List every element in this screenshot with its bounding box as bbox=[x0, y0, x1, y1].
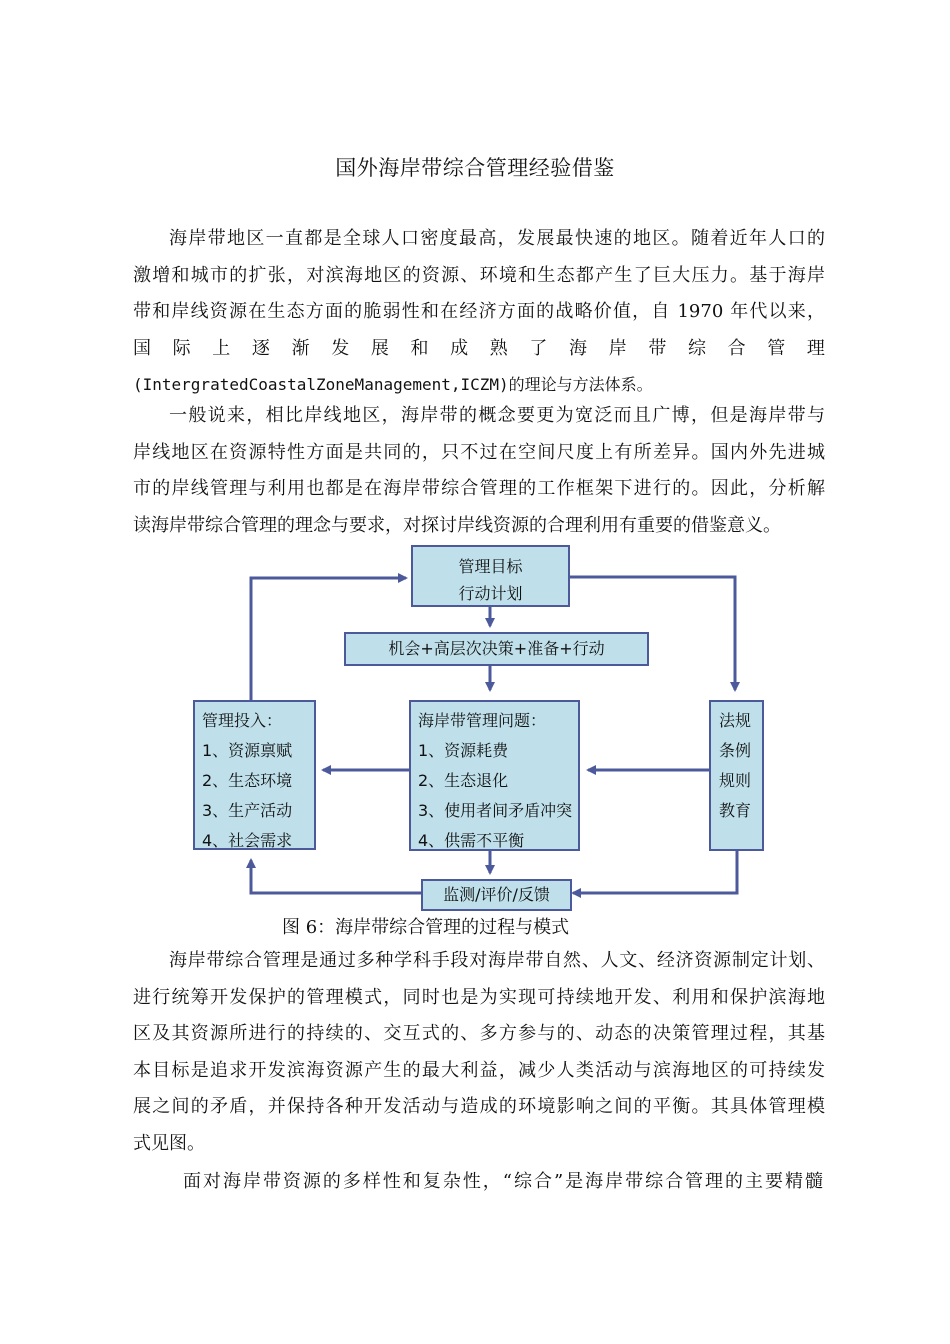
spread-char: 了 bbox=[529, 337, 548, 359]
paragraph-line: (IntergratedCoastalZoneManagement,ICZM)的理论与方法体系。 bbox=[133, 375, 653, 394]
paragraph-line: 带和岸线资源在生态方面的脆弱性和在经济方面的战略价值，自 1970 年代以来， bbox=[133, 301, 825, 322]
spread-char: 合 bbox=[727, 337, 746, 359]
paragraph-line: 面对海岸带资源的多样性和复杂性，“综合”是海岸带综合管理的主要精髓 bbox=[183, 1171, 823, 1192]
problem-box-line: 2、生态退化 bbox=[418, 771, 509, 790]
arrow-monitor-to-input bbox=[251, 860, 421, 893]
paragraph-line: 读海岸带综合管理的理念与要求，对探讨岸线资源的合理利用有重要的借鉴意义。 bbox=[133, 514, 781, 536]
spread-char: 发 bbox=[331, 337, 350, 359]
paragraph-line: 激增和城市的扩张，对滨海地区的资源、环境和生态都产生了巨大压力。基于海岸 bbox=[133, 264, 825, 286]
spread-char: 国 bbox=[133, 337, 151, 359]
paragraph-3 bbox=[133, 943, 825, 1162]
spread-char: 理 bbox=[806, 337, 825, 359]
spread-char: 成 bbox=[450, 337, 469, 359]
spread-char: 岸 bbox=[608, 337, 627, 359]
input-box-line: 管理投入： bbox=[202, 711, 283, 730]
monitor-box bbox=[421, 879, 572, 911]
paragraph-line: 市的岸线管理与利用也都是在海岸带综合管理的工作框架下进行的。因此，分析解 bbox=[133, 478, 825, 499]
input-box-line: 1、资源禀赋 bbox=[202, 741, 293, 760]
paragraph-line: 海岸带地区一直都是全球人口密度最高，发展最快速的地区。随着近年人口的 bbox=[169, 228, 825, 249]
spread-char: 熟 bbox=[489, 337, 508, 359]
spread-char: 际 bbox=[172, 337, 191, 359]
law-box bbox=[709, 700, 764, 851]
spread-char: 带 bbox=[648, 337, 667, 359]
law-box-line: 条例 bbox=[719, 741, 752, 760]
paragraph-line: 一般说来，相比岸线地区，海岸带的概念要更为宽泛而且广博，但是海岸带与 bbox=[169, 405, 825, 426]
problem-box-line: 1、资源耗费 bbox=[418, 741, 509, 760]
input-box-line: 3、生产活动 bbox=[202, 801, 293, 820]
paragraph-line: 区及其资源所进行的持续的、交互式的、多方参与的、动态的决策管理过程，其基 bbox=[133, 1023, 825, 1044]
page-title: 国外海岸带综合管理经验借鉴 bbox=[335, 156, 615, 180]
paragraph-line: 海岸带综合管理是通过多种学科手段对海岸带自然、人文、经济资源制定计划、 bbox=[169, 950, 825, 971]
spread-char: 渐 bbox=[291, 337, 310, 359]
paragraph-line: 进行统筹开发保护的管理模式，同时也是为实现可持续地开发、利用和保护滨海地 bbox=[133, 986, 825, 1008]
spread-char: 逐 bbox=[251, 337, 270, 359]
spread-char: 上 bbox=[212, 337, 231, 359]
goal-box bbox=[411, 545, 570, 607]
arrow-law-to-monitor bbox=[573, 851, 737, 893]
goal-box-line: 管理目标 bbox=[458, 557, 523, 576]
goal-box-line: 行动计划 bbox=[458, 584, 523, 603]
paragraph-line: 展之间的矛盾，并保持各种开发活动与造成的环境影响之间的平衡。其具体管理模 bbox=[133, 1096, 825, 1117]
input-box-line: 4、社会需求 bbox=[202, 831, 293, 850]
law-box-line: 教育 bbox=[719, 801, 752, 820]
law-box-line: 规则 bbox=[719, 771, 752, 790]
problem-box bbox=[409, 700, 580, 851]
spread-char: 综 bbox=[687, 337, 706, 359]
problem-box-line: 4、供需不平衡 bbox=[418, 831, 525, 850]
paragraph-4 bbox=[183, 1164, 823, 1201]
decision-box bbox=[344, 632, 649, 666]
spread-char: 和 bbox=[410, 337, 429, 359]
paragraph-line: 本目标是追求开发滨海资源产生的最大利益，减少人类活动与滨海地区的可持续发 bbox=[133, 1059, 825, 1081]
paragraph-line: 岸线地区在资源特性方面是共同的，只不过在空间尺度上有所差异。国内外先进城 bbox=[133, 441, 825, 463]
spread-char: 海 bbox=[569, 337, 588, 359]
problem-box-line: 海岸带管理问题： bbox=[418, 711, 547, 730]
problem-box-line: 3、使用者间矛盾冲突 bbox=[418, 801, 573, 820]
figure-caption: 图 6：海岸带综合管理的过程与模式 bbox=[282, 917, 570, 938]
decision-box-text: 机会+高层次决策+准备+行动 bbox=[388, 639, 605, 658]
spread-char: 展 bbox=[370, 337, 389, 359]
input-box-line: 2、生态环境 bbox=[202, 771, 293, 790]
paragraph-line: 式见图。 bbox=[133, 1132, 205, 1154]
input-box bbox=[193, 700, 316, 850]
law-box-line: 法规 bbox=[719, 711, 752, 730]
monitor-box-text: 监测/评价/反馈 bbox=[443, 885, 550, 904]
spread-char: 管 bbox=[767, 337, 786, 359]
